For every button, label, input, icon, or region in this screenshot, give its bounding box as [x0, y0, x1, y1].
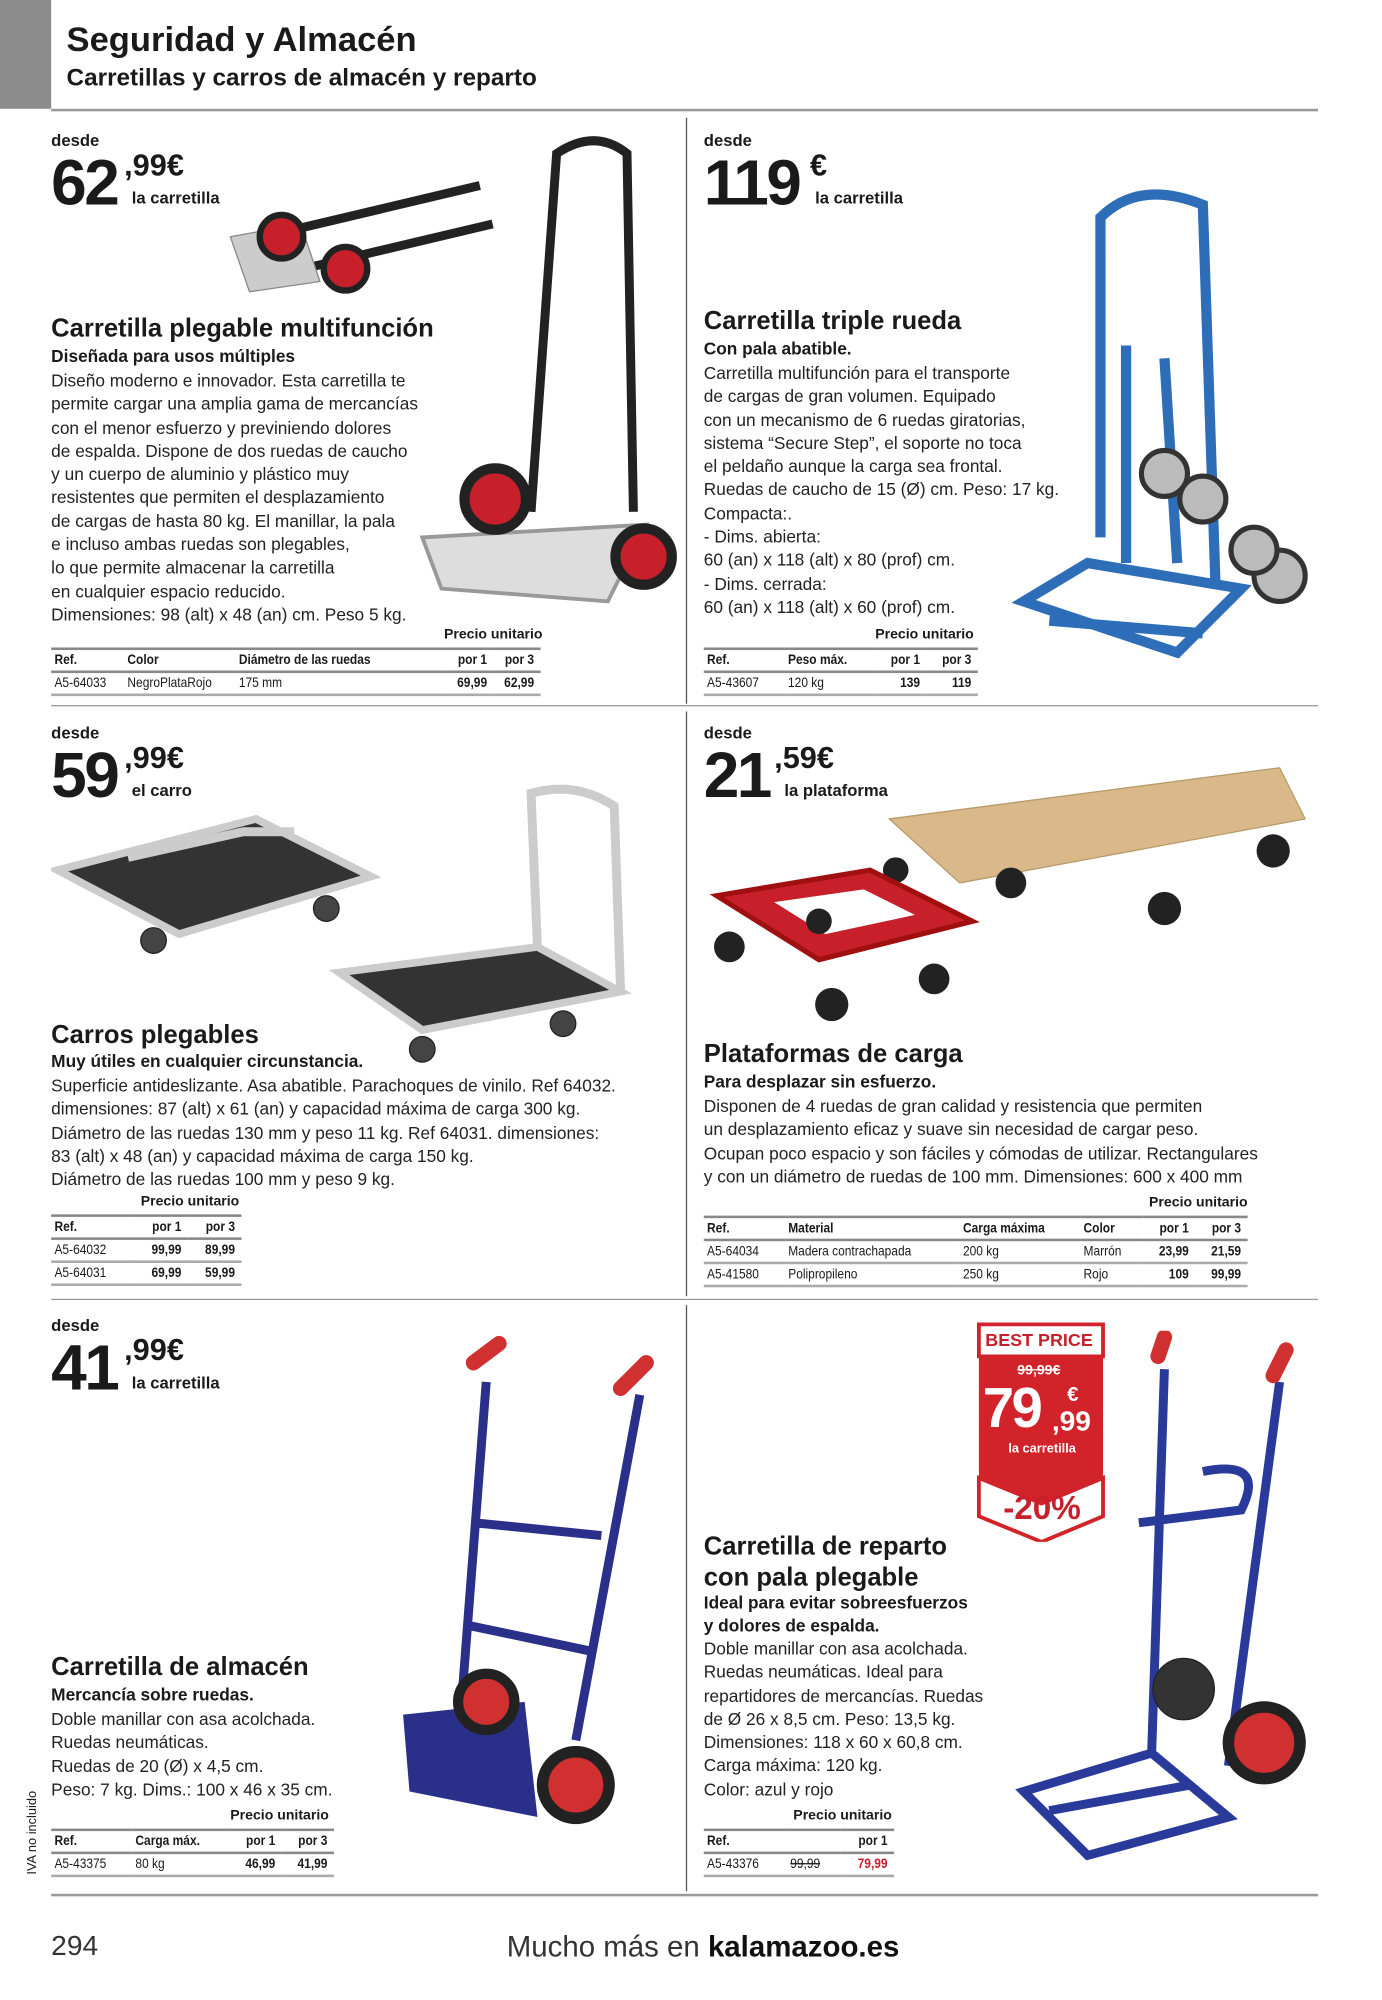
- tagline-text: Mucho más en: [506, 1929, 708, 1963]
- product-description: Carretilla multifunción para el transporte de cargas de gran volumen. Equipado con un mecanismo de 6 ruedas giratorias, sistema “Secure Step”, el soporte no toca el peldaño aunque la carga sea frontal. Ruedas de caucho de 15 (Ø) cm. Peso: 17 kg. Compacta:. - Dims. abierta: 60 (an) x 118 (alt) x 80 (prof) cm. - Dims. cerrada: 60 (an) x 118 (alt) x 60 (prof) cm.: [703, 363, 1060, 617]
- price-caption: Precio unitario: [875, 627, 974, 643]
- col-header: Ref.: [704, 1830, 787, 1853]
- cell: Rojo: [1080, 1263, 1143, 1286]
- price-decimals: ,99€: [124, 148, 184, 183]
- cell: 119: [927, 672, 978, 695]
- price-integer: 119: [703, 147, 800, 219]
- warehouse-hand-truck-image: [384, 1331, 678, 1843]
- badge-currency: €: [1067, 1384, 1079, 1407]
- price-unit: la carretilla: [131, 188, 220, 208]
- cell: 69,99: [134, 1262, 188, 1285]
- col-header: por 1: [134, 1216, 188, 1239]
- price-prefix: desde: [703, 722, 752, 743]
- col-header: Ref.: [51, 1216, 134, 1239]
- cell: 120 kg: [785, 672, 876, 695]
- price-caption: Precio unitario: [140, 1193, 240, 1210]
- col-header: Ref.: [704, 649, 785, 672]
- price-caption: Precio unitario: [230, 1808, 329, 1824]
- table-row: [51, 672, 540, 695]
- price-decimals: ,99€: [124, 740, 184, 776]
- cell: 62,99: [494, 672, 541, 695]
- table-row: [51, 1262, 241, 1285]
- cell: Madera contrachapada: [785, 1240, 960, 1263]
- page-subtitle: Carretillas y carros de almacén y reparto: [66, 65, 537, 93]
- price-unit: el carro: [131, 780, 192, 800]
- price-caption: Precio unitario: [1149, 1195, 1248, 1211]
- price-decimals: ,59€: [774, 740, 834, 776]
- col-header: por 3: [188, 1216, 242, 1239]
- price-integer: 21: [703, 739, 770, 812]
- product-title: Plataformas de carga: [703, 1040, 963, 1069]
- col-header: Peso máx.: [785, 649, 876, 672]
- divider: [686, 118, 687, 704]
- cell: 139: [875, 672, 926, 695]
- price-unit: la carretilla: [131, 1373, 220, 1393]
- product-description: Doble manillar con asa acolchada. Ruedas neumáticas. Ideal para repartidores de mercancías. Ruedas de Ø 26 x 8,5 cm. Peso: 13,5 kg. Dimensiones: 118 x 60 x 60,8 cm. Carga máxima: 120 kg. Color: azul y rojo: [703, 1639, 984, 1799]
- site-link[interactable]: kalamazoo.es: [707, 1929, 900, 1963]
- vat-note: IVA no incluido: [25, 1790, 40, 1875]
- col-header: por 3: [494, 649, 541, 672]
- table-row: [704, 672, 978, 695]
- cell: A5-64034: [704, 1240, 785, 1263]
- cell: 109: [1143, 1263, 1195, 1286]
- price-integer: 41: [51, 1332, 118, 1404]
- col-header: por 1: [1143, 1217, 1195, 1240]
- table-row: [704, 1240, 1248, 1263]
- cell: A5-41580: [704, 1263, 785, 1286]
- divider: [51, 1299, 1318, 1300]
- cell: A5-64033: [51, 672, 124, 695]
- cell: 23,99: [1143, 1240, 1195, 1263]
- badge-label: BEST PRICE: [985, 1329, 1093, 1350]
- badge-old-price: 99,99€: [1017, 1362, 1061, 1379]
- col-header: Color: [1080, 1217, 1143, 1240]
- price-caption: Precio unitario: [793, 1808, 892, 1824]
- cell: 175 mm: [236, 672, 447, 695]
- cell: 80 kg: [132, 1853, 230, 1876]
- platforms-image: [704, 755, 1312, 1030]
- divider: [686, 711, 687, 1296]
- cell: A5-64032: [51, 1239, 134, 1262]
- divider: [686, 1305, 687, 1891]
- col-header: Carga máx.: [132, 1830, 230, 1853]
- price-prefix: desde: [51, 130, 100, 150]
- page-number: 294: [51, 1929, 99, 1962]
- price-prefix: desde: [51, 722, 100, 743]
- price-table: [51, 647, 540, 696]
- price-caption: Precio unitario: [443, 627, 543, 643]
- price-table: [51, 1214, 241, 1286]
- price-unit: la plataforma: [784, 780, 888, 800]
- cell: A5-43607: [704, 672, 785, 695]
- product-subtitle: Diseñada para usos múltiples: [51, 346, 296, 366]
- sale-price-cell: 79,99: [841, 1853, 895, 1876]
- old-price-cell: 99,99: [787, 1853, 841, 1876]
- section-tab: [0, 0, 51, 109]
- table-row: [704, 1263, 1248, 1286]
- cell: 46,99: [230, 1853, 282, 1876]
- cell: NegroPlataRojo: [124, 672, 235, 695]
- product-title: Carretilla de almacén: [51, 1653, 309, 1682]
- col-header: Ref.: [51, 649, 124, 672]
- cell: A5-43375: [51, 1853, 132, 1876]
- cell: 41,99: [282, 1853, 334, 1876]
- col-header: Material: [785, 1217, 960, 1240]
- product-description: Disponen de 4 ruedas de gran calidad y resistencia que permiten un desplazamiento eficaz y suave sin necesidad de cargar peso. Ocupan poco espacio y son fáciles y cómodas de utilizar. Rectangulares y con un diámetro de ruedas de 100 mm. Dimensiones: 600 x 400 mm: [703, 1096, 1258, 1187]
- cell: Marrón: [1080, 1240, 1143, 1263]
- badge-price-decimals: ,99: [1051, 1405, 1091, 1437]
- price-prefix: desde: [703, 130, 752, 150]
- col-header: Color: [124, 649, 235, 672]
- price-table: [704, 647, 978, 696]
- cell: A5-64031: [51, 1262, 134, 1285]
- price-unit: la carretilla: [815, 188, 903, 208]
- product-subtitle: Para desplazar sin esfuerzo.: [703, 1072, 937, 1092]
- product-subtitle: Muy útiles en cualquier circunstancia.: [51, 1051, 364, 1072]
- price-decimals: ,99€: [124, 1333, 184, 1368]
- cell: 200 kg: [960, 1240, 1081, 1263]
- col-header: por 3: [1195, 1217, 1247, 1240]
- cell: Polipropileno: [785, 1263, 960, 1286]
- col-header: por 1: [875, 649, 926, 672]
- product-subtitle: Con pala abatible.: [703, 339, 852, 359]
- table-row: [51, 1239, 241, 1262]
- delivery-hand-truck-image: [1011, 1331, 1318, 1868]
- table-row: [51, 1853, 334, 1876]
- cell: 69,99: [447, 672, 494, 695]
- col-header: Ref.: [704, 1217, 785, 1240]
- product-title: Carretilla triple rueda: [703, 307, 962, 336]
- col-header: por 3: [927, 649, 978, 672]
- price-table: [704, 1829, 894, 1878]
- divider: [51, 109, 1318, 112]
- footer-tagline: [507, 1930, 900, 1965]
- divider: [51, 1894, 1318, 1897]
- price-prefix: desde: [51, 1315, 100, 1335]
- badge-price-integer: 79: [982, 1376, 1041, 1440]
- col-header: por 1: [230, 1830, 282, 1853]
- divider: [51, 705, 1318, 706]
- cell: 59,99: [188, 1262, 242, 1285]
- price-decimals: €: [809, 148, 828, 183]
- product-description: Superficie antideslizante. Asa abatible. Parachoques de vinilo. Ref 64032. dimensiones: 87 (alt) x 61 (an) y capacidad máxima de carga 300 kg. Diámetro de las ruedas 130 mm y peso 11 kg. Ref 64031. dimensiones: 83 (alt) x 48 (an) y capacidad máxima de carga 150 kg. Diámetro de las ruedas 100 mm y peso 9 kg.: [51, 1076, 616, 1189]
- price-table: [51, 1829, 334, 1878]
- cell: 21,59: [1195, 1240, 1247, 1263]
- product-title: Carretilla de reparto con pala plegable: [703, 1532, 948, 1592]
- badge-discount: -20%: [1003, 1488, 1081, 1527]
- col-header: por 3: [282, 1830, 334, 1853]
- price-integer: 62: [51, 147, 118, 219]
- product-title: Carretilla plegable multifunción: [51, 314, 434, 343]
- price-integer: 59: [51, 739, 118, 812]
- cell: 99,99: [134, 1239, 188, 1262]
- table-row: [704, 1853, 894, 1876]
- badge-unit: la carretilla: [1008, 1442, 1076, 1457]
- product-description: Doble manillar con asa acolchada. Ruedas neumáticas. Ruedas de 20 (Ø) x 4,5 cm. Peso: 7 kg. Dims.: 100 x 46 x 35 cm.: [51, 1709, 333, 1799]
- col-header: por 1: [447, 649, 494, 672]
- col-header: Ref.: [51, 1830, 132, 1853]
- cell: 89,99: [188, 1239, 242, 1262]
- price-table: [704, 1216, 1248, 1288]
- cell: 99,99: [1195, 1263, 1247, 1286]
- page-title: Seguridad y Almacén: [66, 20, 417, 59]
- product-subtitle: Mercancía sobre ruedas.: [51, 1685, 254, 1705]
- cell: A5-43376: [704, 1853, 787, 1876]
- product-subtitle: Ideal para evitar sobreesfuerzos y dolores de espalda.: [703, 1593, 968, 1636]
- col-header: por 1: [841, 1830, 895, 1853]
- col-header: Diámetro de las ruedas: [236, 649, 447, 672]
- product-description: Diseño moderno e innovador. Esta carretilla te permite cargar una amplia gama de mercancías con el menor esfuerzo y previniendo dolores de espalda. Dispone de dos ruedas de caucho y un cuerpo de aluminio y plástico muy resistentes que permiten el desplazamiento de cargas de hasta 80 kg. El manillar, la pala e incluso ambas ruedas son plegables, lo que permite almacenar la carretilla en cualquier espacio reducido. Dimensiones: 98 (alt) x 48 (an) cm. Peso 5 kg.: [51, 371, 418, 625]
- col-header: Carga máxima: [960, 1217, 1081, 1240]
- product-title: Carros plegables: [51, 1021, 259, 1050]
- cell: 250 kg: [960, 1263, 1081, 1286]
